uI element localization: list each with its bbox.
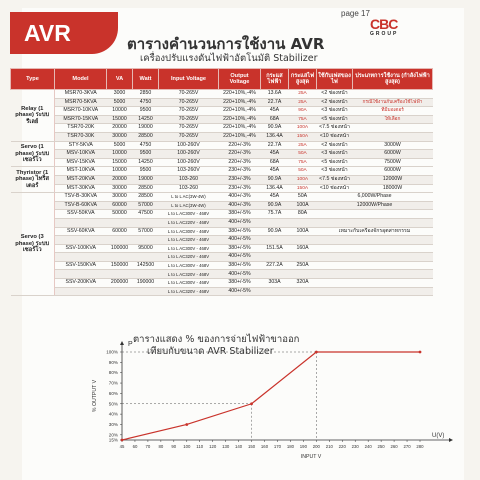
- table-cell: 230+/-3%: [219, 167, 261, 176]
- table-cell: 380+/-5%: [219, 227, 261, 236]
- table-cell: 20000: [107, 175, 133, 184]
- x-tick-label: 160: [260, 444, 269, 449]
- table-cell: 150000: [107, 261, 133, 270]
- table-cell: L to L AC300V - 468V: [159, 210, 219, 219]
- table-cell: ให้เลือก: [353, 115, 433, 124]
- x-tick-label: 250: [377, 444, 385, 449]
- table-cell: 400+/-5%: [219, 270, 261, 279]
- x-tick-label: 280: [416, 444, 424, 449]
- table-cell: 90.9A: [261, 175, 289, 184]
- table-cell: <2 ช่องหน้า: [317, 98, 353, 107]
- data-point: [250, 402, 253, 405]
- table-cell: 28500: [133, 184, 159, 193]
- table-cell: 15000: [107, 158, 133, 167]
- table-cell: 400+/-3%: [219, 193, 261, 202]
- x-axis-arrow: [449, 438, 453, 442]
- data-point: [185, 423, 188, 426]
- table-cell: 230+/-3%: [219, 175, 261, 184]
- table-cell: 20000: [107, 124, 133, 133]
- table-cell: 230+/-3%: [219, 184, 261, 193]
- x-tick-label: 210: [325, 444, 333, 449]
- y-tick-label: 20%: [108, 432, 118, 438]
- table-cell: <10 ช่องหน้า: [317, 184, 353, 193]
- table-cell: 9500: [133, 107, 159, 116]
- x-tick-label: 180: [286, 444, 295, 449]
- table-cell: TSV-B-60KVA: [55, 201, 107, 210]
- table-cell: L to L AC320V - 468V: [159, 270, 219, 279]
- table-cell: 100A: [289, 201, 317, 210]
- table-cell: 6000W: [353, 150, 433, 159]
- table-cell: 3000W: [353, 141, 433, 150]
- table-cell: MSR70-15KVA: [55, 115, 107, 124]
- y-tick-label: 80%: [108, 370, 118, 376]
- table-cell: 220+10%,-4%: [219, 98, 261, 107]
- x-tick-label: 230: [351, 444, 359, 449]
- data-point: [315, 351, 318, 354]
- y-tick-label: 100%: [106, 349, 118, 355]
- table-cell: 22.7A: [261, 141, 289, 150]
- table-cell: 320A: [289, 279, 317, 288]
- table-cell: 380+/-5%: [219, 279, 261, 288]
- table-cell: L to L AC(3W-4W): [159, 201, 219, 210]
- table-cell: 90.9A: [261, 227, 289, 236]
- logo-sub: GROUP: [370, 31, 399, 37]
- table-cell: SSV-60KVA: [55, 227, 107, 236]
- table-cell: 50A: [289, 193, 317, 202]
- table-cell: 380+/-5%: [219, 210, 261, 219]
- table-cell: 50000: [107, 210, 133, 219]
- column-header: Watt: [133, 69, 159, 90]
- logo-main: CBC: [370, 16, 398, 32]
- table-cell: 30000: [107, 193, 133, 202]
- x-tick-label: 60: [132, 444, 138, 449]
- table-cell: 227.2A: [261, 261, 289, 270]
- x-tick-label: 200: [312, 444, 320, 449]
- table-cell: 100A: [289, 227, 317, 236]
- table-cell: 400+/-5%: [219, 287, 261, 296]
- table-cell: 68A: [261, 158, 289, 167]
- table-cell: L to L AC320V - 468V: [159, 253, 219, 262]
- column-header: Input Voltage: [159, 69, 219, 90]
- table-cell: 220+10%,-4%: [219, 132, 261, 141]
- table-cell: SSV-100KVA: [55, 244, 107, 253]
- column-header: กระแสไฟสูงสุด: [289, 69, 317, 90]
- table-cell: ที่มีมอเตอร์: [353, 107, 433, 116]
- table-cell: 18000W: [353, 184, 433, 193]
- table-cell: 47500: [133, 210, 159, 219]
- table-cell: 151.5A: [261, 244, 289, 253]
- column-header: ประเภทการใช้งาน (กำลังไฟฟ้าสูงสุด): [353, 69, 433, 90]
- table-cell: TSR70-30K: [55, 132, 107, 141]
- x-tick-label: 170: [273, 444, 282, 449]
- table-cell: <3 ช่องหน้า: [317, 107, 353, 116]
- table-cell: 75A: [289, 115, 317, 124]
- table-cell: SSV-50KVA: [55, 210, 107, 219]
- table-cell: 100A: [289, 124, 317, 133]
- table-cell: 90.9A: [261, 124, 289, 133]
- y-tick-label: 40%: [108, 411, 118, 417]
- x-tick-label: 45: [119, 444, 125, 449]
- table-cell: 190000: [133, 279, 159, 288]
- table-cell: 220+10%,-4%: [219, 115, 261, 124]
- table-cell: 100-260V: [159, 141, 219, 150]
- table-cell: 90A: [289, 107, 317, 116]
- x-tick-label: 150: [247, 444, 256, 449]
- x-tick-label: 70: [145, 444, 151, 449]
- table-cell: STY-5KVA: [55, 141, 107, 150]
- table-cell: 30000: [107, 184, 133, 193]
- table-cell: 13.6A: [261, 90, 289, 99]
- table-cell: 4750: [133, 141, 159, 150]
- table-cell: 50A: [289, 167, 317, 176]
- table-cell: 100-260V: [159, 150, 219, 159]
- table-cell: 10000: [107, 150, 133, 159]
- table-cell: 9500: [133, 150, 159, 159]
- table-cell: 60000: [107, 201, 133, 210]
- table-cell: 136.4A: [261, 132, 289, 141]
- table-cell: <7.5 ช่องหน้า: [317, 175, 353, 184]
- table-cell: 80A: [289, 210, 317, 219]
- x-axis-letter: U(V): [432, 433, 445, 439]
- table-cell: <2 ช่องหน้า: [317, 90, 353, 99]
- table-cell: 12000W: [353, 175, 433, 184]
- x-tick-label: 130: [222, 444, 230, 449]
- table-cell: 14250: [133, 115, 159, 124]
- table-cell: 57000: [133, 227, 159, 236]
- table-cell: L to L AC320V - 468V: [159, 236, 219, 245]
- table-cell: 400+/-5%: [219, 218, 261, 227]
- table-cell: 45A: [261, 193, 289, 202]
- table-cell: MST-20KVA: [55, 175, 107, 184]
- table-cell: MSR70-3KVA: [55, 90, 107, 99]
- table-cell: 68A: [261, 115, 289, 124]
- table-cell: 100-260V: [159, 158, 219, 167]
- group-label: Relay (1 phase) ระบบรีเลย์: [11, 90, 55, 142]
- table-cell: 15000: [107, 115, 133, 124]
- table-cell: L to L AC300V - 468V: [159, 261, 219, 270]
- x-tick-label: 240: [364, 444, 372, 449]
- y-tick-label: 70%: [108, 380, 118, 386]
- table-cell: 6000W: [353, 167, 433, 176]
- x-tick-label: 110: [196, 444, 204, 449]
- table-cell: 6,000W/Phase: [317, 193, 433, 202]
- table-cell: L to L AC220V - 468V: [159, 218, 219, 227]
- column-header: Model: [55, 69, 107, 90]
- table-cell: 220+10%,-4%: [219, 124, 261, 133]
- table-cell: TSV-B-30KVA: [55, 193, 107, 202]
- table-cell: TSR70-20K: [55, 124, 107, 133]
- table-cell: 136.4A: [261, 184, 289, 193]
- column-header: VA: [107, 69, 133, 90]
- table-cell: 400+/-5%: [219, 236, 261, 245]
- table-cell: 200000: [107, 279, 133, 288]
- table-cell: 22.7A: [261, 98, 289, 107]
- table-cell: 380+/-5%: [219, 244, 261, 253]
- table-cell: 100A: [289, 175, 317, 184]
- table-cell: 220+/-3%: [219, 141, 261, 150]
- chart-title-line1: ตารางแสดง % ของการจ่ายไฟฟ้าขาออก: [133, 334, 300, 345]
- table-cell: L to L AC320V - 468V: [159, 287, 219, 296]
- table-cell: MSV-10KVA: [55, 150, 107, 159]
- table-cell: <10 ช่องหน้า: [317, 132, 353, 141]
- table-cell: SSV-200KVA: [55, 279, 107, 288]
- table-cell: 70-265V: [159, 90, 219, 99]
- table-cell: 4750: [133, 98, 159, 107]
- table-cell: 303A: [261, 279, 289, 288]
- table-cell: 10000: [107, 107, 133, 116]
- table-cell: 220+/-3%: [219, 150, 261, 159]
- page-number: page 17: [341, 9, 370, 18]
- table-cell: <5 ช่องหน้า: [317, 115, 353, 124]
- x-tick-label: 80: [158, 444, 164, 449]
- series-line: [122, 352, 420, 440]
- table-cell: 95000: [133, 244, 159, 253]
- table-cell: 103-260: [159, 184, 219, 193]
- table-cell: 50A: [289, 150, 317, 159]
- x-tick-label: 270: [403, 444, 411, 449]
- table-cell: 70-265V: [159, 115, 219, 124]
- table-cell: 90.9A: [261, 201, 289, 210]
- table-cell: 70-265V: [159, 132, 219, 141]
- y-axis-arrow: [120, 341, 124, 345]
- group-label: Servo (3 phase) ระบบเซอร์โว: [11, 193, 55, 296]
- table-cell: 45A: [261, 150, 289, 159]
- table-cell: 103-260V: [159, 167, 219, 176]
- group-label: Thyristor (1 phase) ไทริสเตอร์: [11, 167, 55, 193]
- table-cell: 10000: [107, 167, 133, 176]
- x-tick-label: 190: [299, 444, 307, 449]
- y-axis-label: % OUTPUT V: [92, 379, 98, 413]
- table-cell: 14250: [133, 158, 159, 167]
- x-tick-label: 100: [183, 444, 191, 449]
- x-tick-label: 220: [338, 444, 346, 449]
- column-header: ใช้กับเฟสของไฟ: [317, 69, 353, 90]
- column-header: Type: [11, 69, 55, 90]
- table-cell: 45A: [261, 167, 289, 176]
- table-cell: เหมาะกับเครื่องจักรอุตสาหกรรม: [317, 227, 433, 236]
- table-cell: <5 ช่องหน้า: [317, 158, 353, 167]
- table-cell: L to L AC300V - 468V: [159, 227, 219, 236]
- table-cell: 19000: [133, 124, 159, 133]
- group-label: Servo (1 phase) ระบบเซอร์โว: [11, 141, 55, 167]
- table-cell: 70-265V: [159, 124, 219, 133]
- chart-title-line2: เทียบกับขนาด AVR Stabilizer: [147, 346, 274, 357]
- table-cell: MST-10KVA: [55, 167, 107, 176]
- table-cell: 250A: [289, 261, 317, 270]
- table-cell: L to L AC300V - 468V: [159, 244, 219, 253]
- y-tick-label: 30%: [108, 421, 118, 427]
- avr-badge: AVR: [10, 12, 118, 54]
- column-header: กระแสไฟฟ้า: [261, 69, 289, 90]
- table-cell: <7.5 ช่องหน้า: [317, 124, 353, 133]
- table-cell: 12000W/Phase: [317, 201, 433, 210]
- table-cell: 160A: [289, 244, 317, 253]
- table-cell: 75.7A: [261, 210, 289, 219]
- table-cell: 9500: [133, 167, 159, 176]
- table-cell: SSV-150KVA: [55, 261, 107, 270]
- table-cell: 400+/-5%: [219, 253, 261, 262]
- table-cell: 28500: [133, 132, 159, 141]
- table-cell: <3 ช่องหน้า: [317, 150, 353, 159]
- table-cell: 57000: [133, 201, 159, 210]
- table-cell: 220+10%,-4%: [219, 107, 261, 116]
- table-cell: 30000: [107, 132, 133, 141]
- table-cell: 7500W: [353, 158, 433, 167]
- table-cell: 75A: [289, 158, 317, 167]
- table-cell: 70-265V: [159, 98, 219, 107]
- table-cell: 142500: [133, 261, 159, 270]
- table-cell: MSR70-5KVA: [55, 98, 107, 107]
- data-point: [121, 439, 124, 442]
- table-cell: 380+/-5%: [219, 261, 261, 270]
- y-tick-label: 15%: [108, 437, 118, 443]
- table-cell: L to L AC(3W-4W): [159, 193, 219, 202]
- table-cell: 5000: [107, 141, 133, 150]
- table-cell: 2850: [133, 90, 159, 99]
- x-axis-label: INPUT V: [300, 454, 322, 460]
- table-cell: 45A: [261, 107, 289, 116]
- page-subtitle: เครื่องปรับแรงดันไฟฟ้าอัตโนมัติ Stabilizer: [140, 53, 318, 64]
- table-cell: 100000: [107, 244, 133, 253]
- column-header: Output Voltage: [219, 69, 261, 90]
- table-cell: 60000: [107, 227, 133, 236]
- table-cell: 25A: [289, 98, 317, 107]
- table-cell: 70-265V: [159, 107, 219, 116]
- table-cell: 3000: [107, 90, 133, 99]
- table-cell: 25A: [289, 90, 317, 99]
- x-tick-label: 140: [235, 444, 243, 449]
- x-tick-label: 90: [171, 444, 177, 449]
- y-tick-label: 60%: [108, 390, 118, 396]
- table-cell: MSV-15KVA: [55, 158, 107, 167]
- table-cell: MSR70-10KVA: [55, 107, 107, 116]
- table-cell: 19000: [133, 175, 159, 184]
- table-cell: MST-30KVA: [55, 184, 107, 193]
- data-point: [419, 351, 422, 354]
- table-cell: 150A: [289, 184, 317, 193]
- y-tick-label: 50%: [108, 401, 118, 407]
- table-cell: <2 ช่องหน้า: [317, 141, 353, 150]
- table-cell: 220+/-3%: [219, 158, 261, 167]
- page-title: ตารางคำนวนการใช้งาน AVR: [127, 35, 325, 53]
- x-tick-label: 120: [209, 444, 217, 449]
- table-cell: 400+/-3%: [219, 201, 261, 210]
- y-axis-letter: P: [128, 341, 133, 348]
- table-cell: L to L AC300V - 468V: [159, 279, 219, 288]
- table-cell: กรณีใช้งานกับเครื่องใช้ไฟฟ้า: [353, 98, 433, 107]
- table-cell: 25A: [289, 141, 317, 150]
- table-cell: 5000: [107, 98, 133, 107]
- x-tick-label: 260: [390, 444, 398, 449]
- y-tick-label: 90%: [108, 359, 118, 365]
- table-cell: <3 ช่องหน้า: [317, 167, 353, 176]
- table-cell: 150A: [289, 132, 317, 141]
- table-cell: 103-260: [159, 175, 219, 184]
- table-cell: 220+10%,-4%: [219, 90, 261, 99]
- table-cell: 28500: [133, 193, 159, 202]
